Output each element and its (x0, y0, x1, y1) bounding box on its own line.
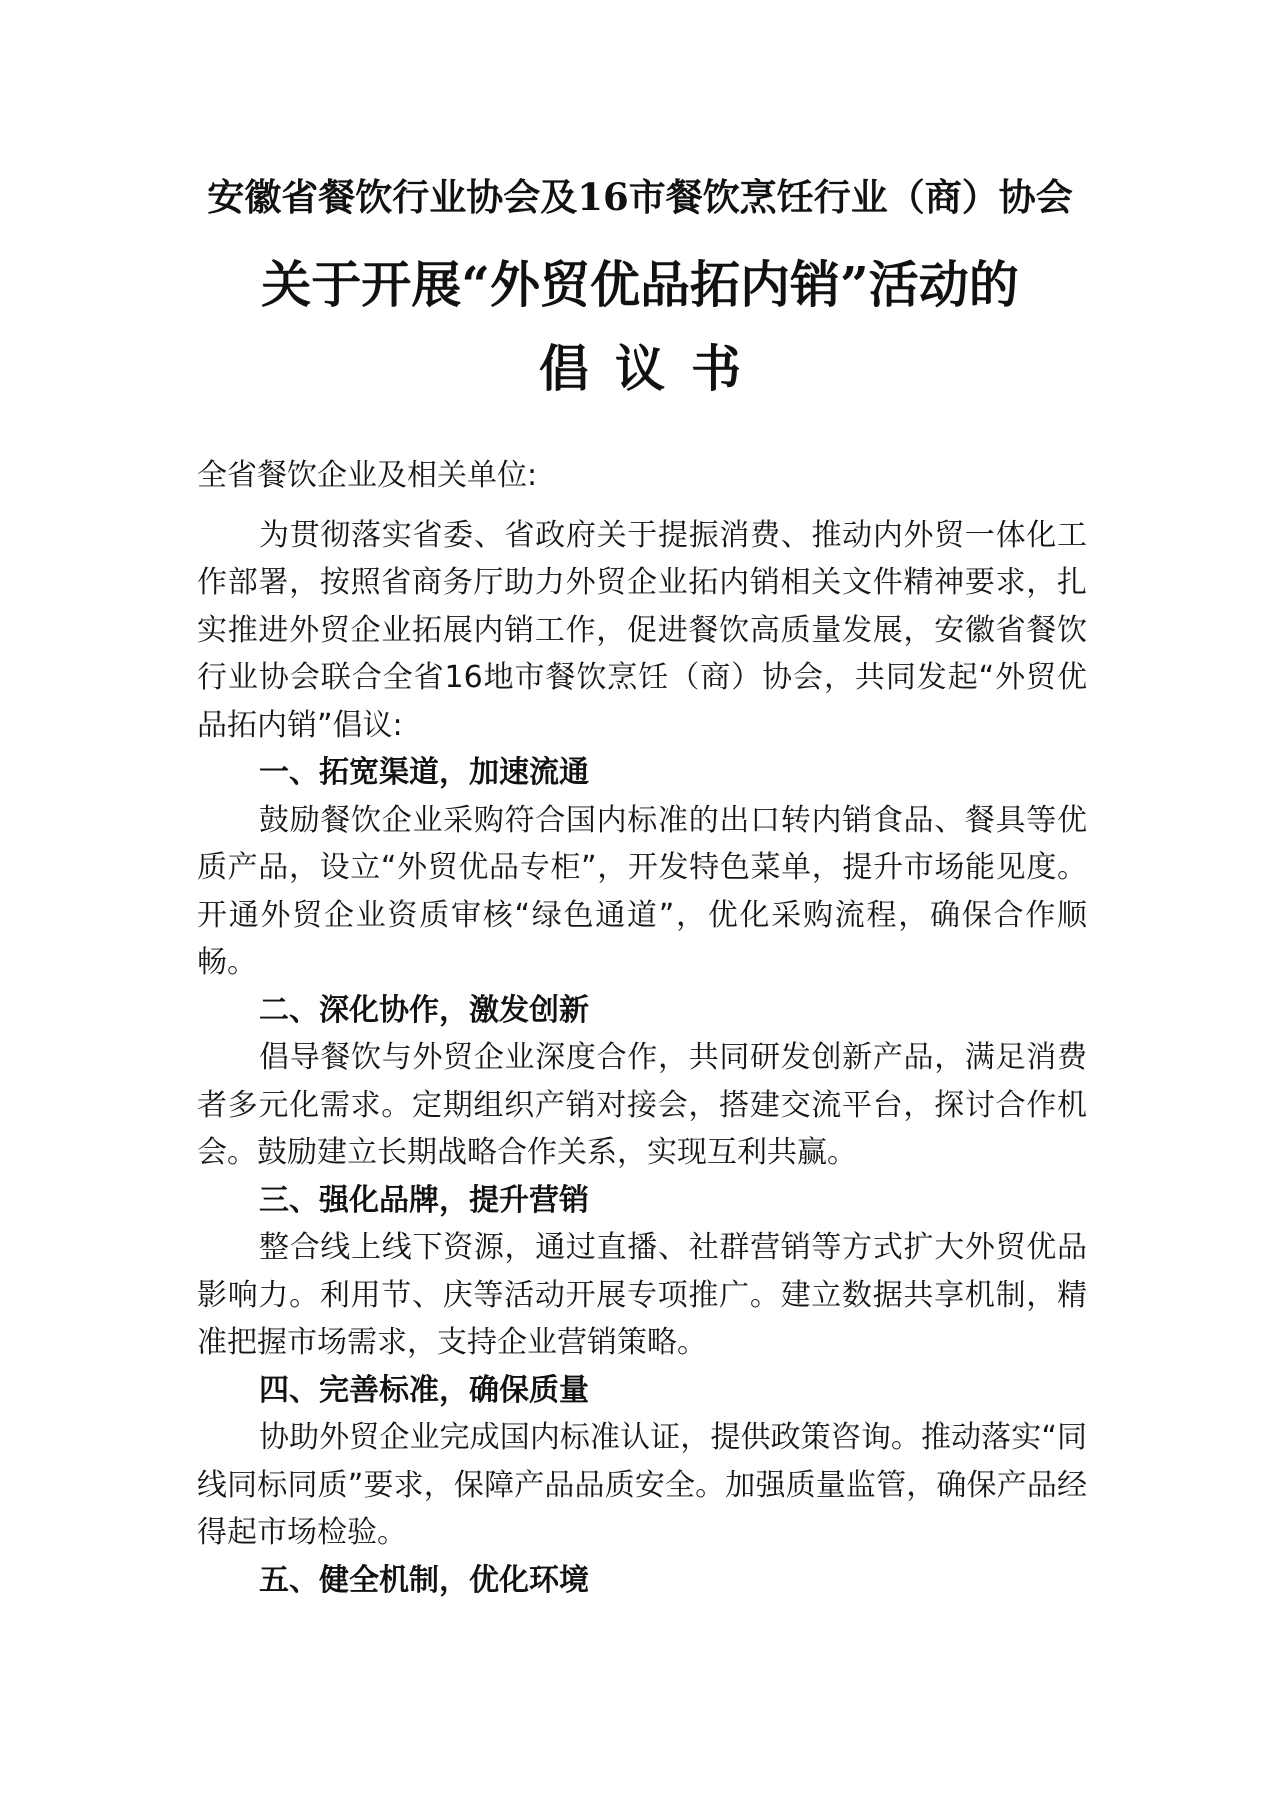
document-title-line-2: 关于开展“外贸优品拓内销”活动的 (261, 255, 1019, 314)
document-title-line-3: 倡议书 (539, 339, 767, 398)
section-heading-5: 五、健全机制，优化环境 (259, 1562, 589, 1598)
section-heading-1: 一、拓宽渠道，加速流通 (259, 755, 589, 790)
intro-paragraph: 为贯彻落实省委、省政府关于提振消费、推动内外贸一体化工作部署，按照省商务厅助力外贸企业拓内销相关文件精神要求，扎实推进外贸企业拓展内销工作，促进餐饮高质量发展，安徽省餐饮行业协会联合全省16地市餐饮烹饪（商）协会，共同发起“外贸优品拓内销”倡议: (197, 517, 1087, 743)
section-text-2: 倡导餐饮与外贸企业深度合作，共同研发创新产品，满足消费者多元化需求。定期组织产销对接会，搭建交流平台，探讨合作机会。鼓励建立长期战略合作关系，实现互利共赢。 (197, 1040, 1087, 1170)
document-body (197, 452, 1087, 1604)
section-heading-4: 四、完善标准，确保质量 (259, 1372, 589, 1408)
document-title-line-1: 安徽省餐饮行业协会及16市餐饮烹饪行业（商）协会 (207, 175, 1073, 219)
salutation: 全省餐饮企业及相关单位: (197, 458, 538, 493)
section-text-4: 协助外贸企业完成国内标准认证，提供政策咨询。推动落实“同线同标同质”要求，保障产品品质安全。加强质量监管，确保产品经得起市场检验。 (197, 1420, 1087, 1550)
section-heading-2: 二、深化协作，激发创新 (259, 992, 589, 1028)
section-heading-3: 三、强化品牌，提升营销 (259, 1182, 589, 1218)
section-text-1: 鼓励餐饮企业采购符合国内标准的出口转内销食品、餐具等优质产品，设立“外贸优品专柜”，开发特色菜单，提升市场能见度。开通外贸企业资质审核“绿色通道”，优化采购流程，确保合作顺畅。 (197, 802, 1087, 980)
section-text-3: 整合线上线下资源，通过直播、社群营销等方式扩大外贸优品影响力。利用节、庆等活动开展专项推广。建立数据共享机制，精准把握市场需求，支持企业营销策略。 (197, 1230, 1087, 1360)
